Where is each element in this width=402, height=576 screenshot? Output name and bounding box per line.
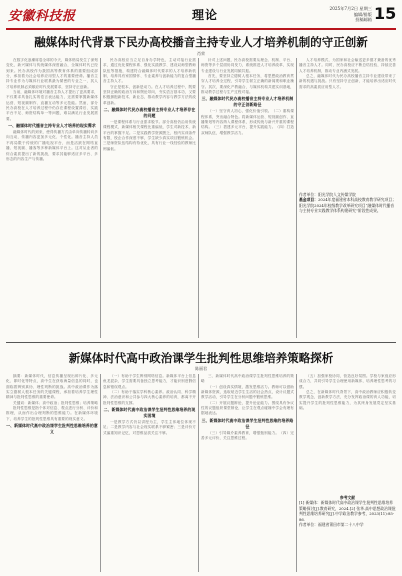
article2-column-2 xyxy=(103,374,196,572)
paragraph: （二）有助于落实学科核心素养。政治认同、科学精神、法治意识和公共参与四大核心素养的培育，都离不开批判性思维的支撑。 xyxy=(103,390,196,405)
paragraph: 一是教学方式仍以讲授为主，学生主体地位体现不足；二是教学内容与社会现实联系不够紧密；三是评价方式偏重知识记忆，对思维品质关注不够。 xyxy=(103,420,196,435)
paragraph: 摘要：新媒体时代，信息传播呈现出碎片化、多元化、即时化等特点，高中生在获取海量信息的同时，也面临着辨别真伪、理性判断的挑战。高中政治课作为落实立德树人根本任务的关键课程，承担着培养学生理性精神与批判性思维的重要使命。 xyxy=(6,374,98,400)
references-title: 参考文献 xyxy=(339,495,356,500)
paragraph: 守正是根本，创新是动力。在人才培养过程中，既要坚持正确的政治方向和舆论导向，夯实语言基本功，又要积极拥抱新技术、新业态，推动教学内容与教学方法的改革创新。 xyxy=(103,84,196,105)
column-divider xyxy=(296,374,297,572)
paragraph: 三、新媒体时代高中政治课学生批判性思维培养的策略 xyxy=(201,374,294,384)
paragraph: 针对上述问题，民办高校需要从理念、机制、平台、师资等多个层面协同发力，系统推进人才培养改革，实现专业建设与行业发展同频共振。 xyxy=(201,58,294,73)
column-divider xyxy=(296,58,297,338)
author-note: 作者单位：福建省莆田市第二十八中学 xyxy=(299,522,364,528)
article-divider xyxy=(6,342,396,343)
paragraph: 当前，融媒体环境对播音主持人才提出了更高要求，不仅要求具备扎实的语言表达能力，还需要掌握新媒体运营、短视频制作、直播互动等多元技能。然而，部分民办高校在人才培养过程中仍存在课程设置滞后、实践平台不足、师资结构单一等问题，难以满足行业发展需要。 xyxy=(6,90,98,121)
date-line: 2025年7月2日 星期三 xyxy=(329,6,372,11)
column-divider xyxy=(100,374,101,572)
column-divider xyxy=(198,58,199,338)
article2-column-4 xyxy=(299,374,396,572)
article1-headline: 融媒体时代背景下民办高校播音主持专业人才培养机制的守正创新 xyxy=(34,35,368,49)
paragraph: 融媒体时代的到来，使得传播方式由单向传播转向多向互动，传播内容更加多元化、个性化。播音主持人员不再局限于传统的广播电视平台，而是活跃在网络直播、短视频、播客等多种新媒体平台上。这对从业者的综合素质提出了新的挑战，要求其能够适应多平台、多形态的内容生产与传播。 xyxy=(6,130,98,161)
paragraph: （一）有助于学生辨别网络信息。新媒体平台上信息鱼龙混杂，学生需要具备独立思考能力，才能识别虚假信息和错误观点。 xyxy=(103,374,196,389)
article1-subheading-3: 三、融媒体时代民办高校播音主持专业人才培养机制的守正创新路径 xyxy=(201,96,294,108)
article1-col4-text xyxy=(299,58,396,188)
article1-column-1 xyxy=(6,58,98,338)
article1-author-note xyxy=(299,192,396,214)
article1-subheading-1: 一、融媒体时代播音主持专业人才培养的现实需求 xyxy=(8,123,96,129)
paragraph: 一是课程体系与行业需求脱节。部分高校仍沿用传统课程模式，新媒体相关课程比重偏低，学生对新技术、新平台的掌握不足。二是实践教学资源匮乏，校内实训条件有限，校企合作深度不够，学生缺少真实项目锻炼机会。三是师资队伍结构有待优化，具有行业一线经验的教师比例偏低。 xyxy=(103,120,196,151)
article2-column-1 xyxy=(6,374,98,572)
article1-subheading-2: 二、融媒体时代民办高校播音主持专业人才培养存在的问题 xyxy=(103,107,196,119)
masthead-divider xyxy=(6,28,396,30)
paragraph: （一）创设真实情境，激发思维活力。教师可以借助新媒体资源，选取贴近学生生活的社会热点，设计议题式教学活动，引导学生在分析问题中锻炼思维。 xyxy=(201,384,294,400)
paragraph: （一）坚守育人初心，强化价值引领。（二）重构课程体系，突出融合特色。将新媒体运营、短视频创作、直播策划等内容纳入课程体系，形成传统与新兴并重的课程结构。（三）搭建多元平台，提升实践能力。（四）打造双师队伍，增强教学活力。 xyxy=(201,109,294,135)
editor-line: 编辑/排版 xyxy=(353,11,372,17)
column-divider xyxy=(198,374,199,572)
paragraph: （二）开展议题辩论，提升论证能力。围绕具有争议性的议题组织课堂辩论，让学生在观点碰撞中学会有理有据地表达。 xyxy=(201,400,294,416)
paragraph: 关键词：新媒体；高中政治；批判性思维；培养策略 xyxy=(13,400,98,405)
fund-label: 基金项目： xyxy=(299,197,318,203)
paragraph: 首先，要坚持立德树人根本任务，将思想政治教育贯穿人才培养全过程，引导学生树立正确的新闻观和职业操守。其次，要深化产教融合，与媒体机构共建实训基地，推动教学过程与生产过程对接。 xyxy=(201,74,294,95)
paragraph: 民办高校应当立足自身办学特色，主动对接行业需求，通过优化课程体系、强化实践教学、建设双师型教师队伍等措施，构建符合融媒体时代要求的人才培养新机制，培养具有家国情怀、专业素养与创新能力的复合型播音主持人才。 xyxy=(103,58,196,84)
article2-subheading-1: 一、新媒体时代高中政治课学生批判性思维培养的意义 xyxy=(6,423,98,435)
paragraph: （三）引导媒介素养教育，增强甄别能力。（四）完善多元评价，关注思维过程。 xyxy=(201,430,294,441)
masthead-info xyxy=(292,6,372,23)
article1-column-2 xyxy=(103,58,196,338)
article2-byline: 陈丽君 xyxy=(195,366,207,371)
article2-headline: 新媒体时代高中政治课学生批判性思维培养策略探析 xyxy=(68,351,334,365)
references-text: [1] 新媒体：新媒体时代高中政治课学生批判性思维培养策略探讨[J].教育研究，2024.[2] 张华.高中思想政治课批判性思维培养研究[J].中学政治教学参考，2023(11):85-86. xyxy=(299,500,396,522)
article1-col1-text xyxy=(6,58,98,122)
newspaper-title: 安徽科技报 xyxy=(8,9,76,24)
column-divider xyxy=(100,58,101,338)
section-title: 理论 xyxy=(192,8,219,22)
article2-references xyxy=(299,495,396,527)
paragraph: 在数字化浪潮席卷全球的今天，媒体格局发生了深刻变化，新兴媒体与传统媒体深度融合，全媒体时代已经到来。民办高校作为我国高等教育体系的重要组成部分，承担着为社会培养应用型人才的重要使命。播音主持专业作为与媒体行业联系最为紧密的专业之一，其人才培养机制必须顺应时代发展要求，坚持守正创新。 xyxy=(6,58,98,89)
paragraph: （五）加强家校协同，营造良好氛围。学校与家庭应形成合力，共同引导学生合理使用新媒体，培养理性思考的习惯。 xyxy=(299,374,396,389)
paragraph: 批判性思维是指个体对信息、观点进行分析、评价和推理，从而作出合理判断的思维能力。在新媒体环境下，培养学生的批判性思维具有重要的现实意义。 xyxy=(6,406,98,421)
article1-column-3 xyxy=(201,58,294,338)
article2-subheading-2: 二、新媒体时代高中政治课学生批判性思维培养的现实困境 xyxy=(103,407,196,419)
article2-col4-text xyxy=(299,374,396,492)
fund-text: 2024年度福建省本科高校教育教学研究项目；阳光学院2024年校级教学改革研究项目“融媒体时代播音与主持专业实践教学体系构建研究”阶段性成果。 xyxy=(299,197,396,214)
paragraph: 总之，融媒体时代为民办高校播音主持专业建设带来了新的机遇与挑战。只有坚持守正创新，才能培养出适应时代需求的高素质应用型人才。 xyxy=(299,74,396,89)
article1-byline: 肖荣 xyxy=(197,51,205,56)
article2-subheading-3: 三、新媒体时代高中政治课学生批判性思维的培养路径 xyxy=(201,417,294,429)
paragraph: 总之，在新媒体时代背景下，高中政治教师应积极转变教学观念，创新教学方法，充分发挥政治课的育人功能，切实提升学生的批判性思维能力，为其终身发展奠定坚实基础。 xyxy=(299,390,396,411)
paragraph: 人才培养模式，为国家和社会输送更多德才兼备的优秀播音主持人才。同时，民办高校应不断总结经验，持续完善人才培养机制，推动专业内涵式发展。 xyxy=(299,58,396,73)
masthead xyxy=(6,3,396,27)
author-info: 作者单位：阳光学院人文传媒学院 xyxy=(299,192,356,197)
page-number: 15 xyxy=(374,4,397,23)
email-line: 投稿邮箱 xyxy=(355,17,372,23)
article2-column-3 xyxy=(201,374,294,572)
article1-column-4 xyxy=(299,58,396,340)
